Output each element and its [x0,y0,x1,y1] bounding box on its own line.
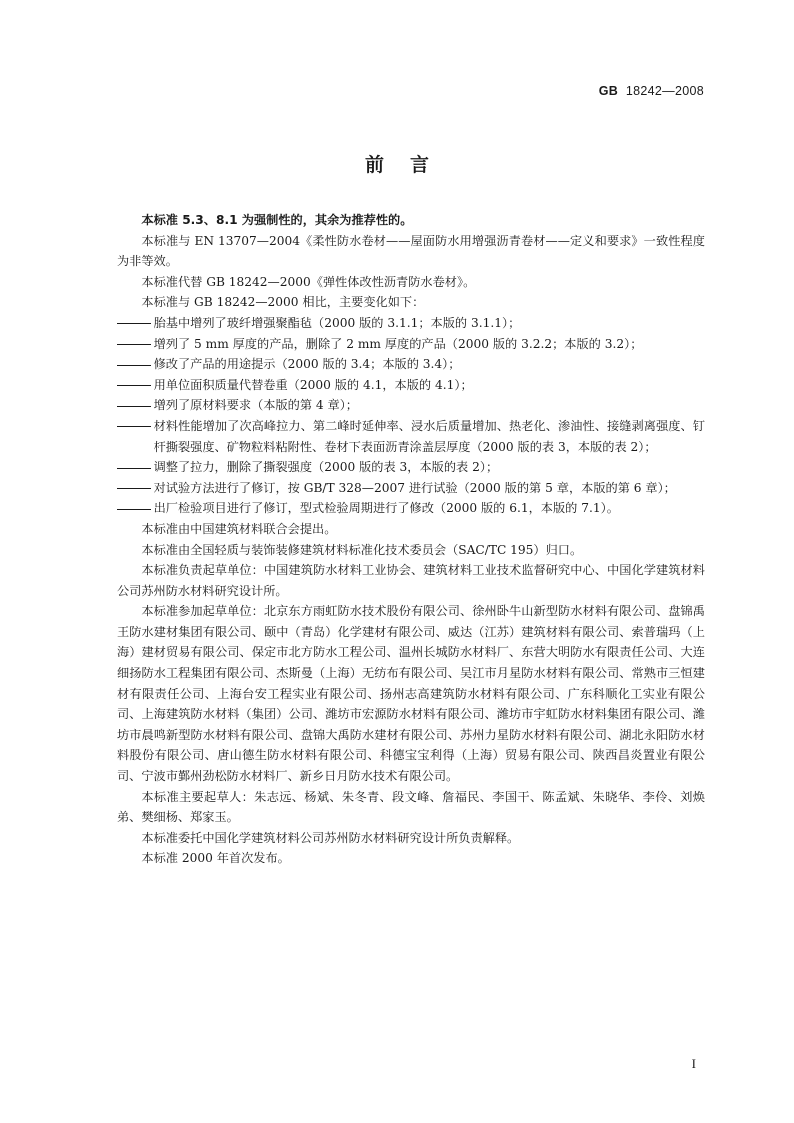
administrator-statement: 本标准由全国轻质与装饰装修建筑材料标准化技术委员会（SAC/TC 195）归口。 [141,542,583,557]
standard-code [599,84,704,98]
change-item-text: 调整了拉力，删除了撕裂强度（2000 版的表 3，本版的表 2）； [153,460,499,475]
change-item [117,313,705,334]
replacement-statement: 本标准代替 GB 18242—2000《弹性体改性沥青防水卷材》。 [141,274,476,289]
participating-drafting-units: 本标准参加起草单位：北京东方雨虹防水技术股份有限公司、徐州卧牛山新型防水材料有限公司、盘锦禹王防水建材集团有限公司、颐中（青岛）化学建材有限公司、威达（江苏）建筑材料有限公司、索普瑞玛（上海）建材贸易有限公司、保定市北方防水工程公司、温州长城防水材料厂、东营大明防水有限责任公司、大连细扬防水工程集团有限公司、杰斯曼（上海）无纺布有限公司、吴江市月星防水材料有限公司、常熟市三恒建材有限责任公司、上海台安工程实业有限公司、扬州志高建筑防水材料有限公司、广东科顺化工实业有限公司、上海建筑防水材料（集团）公司、潍坊市宏源防水材料有限公司、潍坊市宇虹防水材料集团有限公司、潍坊市晨鸣新型防水材料有限公司、盘锦大禹防水建材有限公司、苏州力星防水材料有限公司、湖北永阳防水材料股份有限公司、唐山德生防水材料有限公司、科德宝宝利得（上海）贸易有限公司、陕西昌炎置业有限公司、宁波市鄞州劲松防水材料厂、新乡日月防水技术有限公司。 [117,604,705,784]
change-item [117,478,705,499]
change-item-text: 增列了原材料要求（本版的第 4 章）； [153,398,358,413]
standard-number: 18242—2008 [625,84,704,98]
first-issue-statement: 本标准 2000 年首次发布。 [141,851,290,866]
changes-intro: 本标准与 GB 18242—2000 相比，主要变化如下： [141,295,425,310]
change-item-text: 对试验方法进行了修订，按 GB/T 328—2007 进行试验（2000 版的第 5 章，本版的第 6 章）； [153,480,676,495]
page-number: I [691,1056,696,1071]
equivalence-statement: 本标准与 EN 13707—2004《柔性防水卷材——屋面防水用增强沥青卷材——定义和要求》一致性程度为非等效。 [117,233,705,269]
change-item-text: 材料性能增加了次高峰拉力、第二峰时延伸率、浸水后质量增加、热老化、渗油性、接缝剥离强度、钉杆撕裂强度、矿物粒料粘附性、卷材下表面沥青涂盖层厚度（2000 版的表 3，本版的表 2）； [153,418,705,454]
change-item [117,354,705,375]
change-item [117,416,705,457]
main-drafters: 本标准主要起草人：朱志远、杨斌、朱冬青、段文峰、詹福民、李国干、陈孟斌、朱晓华、李伶、刘焕弟、樊细杨、郑家玉。 [117,789,705,825]
proposer-statement: 本标准由中国建筑材料联合会提出。 [141,521,337,536]
change-item [117,375,705,396]
change-item-text: 出厂检验项目进行了修订，型式检验周期进行了修改（2000 版的 6.1，本版的 7.1）。 [153,501,619,516]
change-item-text: 用单位面积质量代替卷重（2000 版的 4.1，本版的 4.1）； [153,377,473,392]
change-item-text: 增列了 5 mm 厚度的产品，删除了 2 mm 厚度的产品（2000 版的 3.2.2；本版的 3.2）； [153,336,643,351]
change-item [117,395,705,416]
page-title: 前言 [364,154,455,176]
change-item-text: 胎基中增列了玻纤增强聚酯毡（2000 版的 3.1.1；本版的 3.1.1）； [153,315,521,330]
main-drafting-units: 本标准负责起草单位：中国建筑防水材料工业协会、建筑材料工业技术监督研究中心、中国化学建筑材料公司苏州防水材料研究设计所。 [117,563,705,598]
change-item [117,334,705,355]
change-item [117,457,705,478]
change-item-text: 修改了产品的用途提示（2000 版的 3.4；本版的 3.4）； [153,357,461,372]
mandatory-clause-statement: 本标准 5.3、8.1 为强制性的，其余为推荐性的。 [141,213,413,227]
standard-prefix: GB [598,84,619,98]
interpretation-statement: 本标准委托中国化学建筑材料公司苏州防水材料研究设计所负责解释。 [141,830,520,845]
foreword-body [117,210,705,869]
change-item [117,498,705,519]
